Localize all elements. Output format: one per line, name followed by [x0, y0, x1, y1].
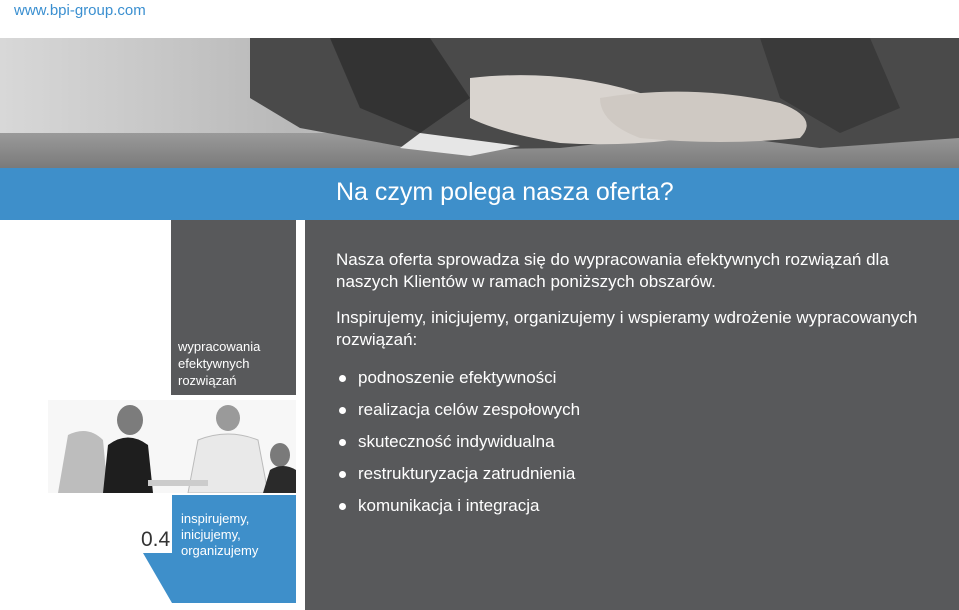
- approach-paragraph: Inspirujemy, inicjujemy, organizujemy i wspieramy wdrożenie wypracowanych rozwiązań:: [336, 308, 918, 349]
- sidebar-photo-team: [48, 400, 296, 493]
- list-item: skuteczność indywidualna: [336, 431, 936, 463]
- page-title: Na czym polega nasza oferta?: [336, 178, 674, 206]
- list-item: komunikacja i integracja: [336, 495, 936, 527]
- list-item: podnoszenie efektywności: [336, 367, 936, 399]
- offer-areas-list: [336, 367, 936, 527]
- website-url[interactable]: www.bpi-group.com: [14, 2, 146, 19]
- header-photo-hands: [0, 38, 959, 168]
- offer-content: [336, 249, 936, 527]
- list-item: realizacja celów zespołowych: [336, 399, 936, 431]
- page-number: 0.4: [141, 528, 171, 551]
- list-item: restrukturyzacja zatrudnienia: [336, 463, 936, 495]
- sidebar-label-top: wypracowania efektywnych rozwiązań: [178, 339, 261, 388]
- page-number-triangle: [143, 553, 172, 603]
- sidebar-label-bottom: inspirujemy, inicjujemy, organizujemy: [181, 511, 259, 558]
- intro-paragraph: Nasza oferta sprowadza się do wypracowania efektywnych rozwiązań dla naszych Klientów w ramach poniższych obszarów.: [336, 250, 889, 291]
